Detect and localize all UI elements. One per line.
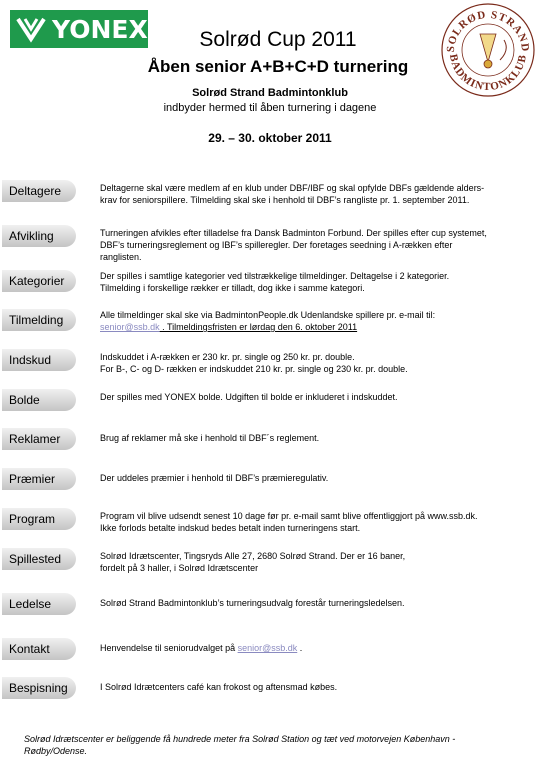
text-line: Turneringen afvikles efter tilladelse fra Dansk Badminton Forbund. Der spilles efter cup systemet, bbox=[100, 228, 487, 238]
page-title: Solrød Cup 2011 bbox=[199, 28, 357, 51]
seal-bottom-text: BADMINTONKLUB bbox=[446, 53, 530, 94]
section-text-ledelse bbox=[100, 597, 532, 609]
text-line: DBF’s turneringsreglement og IBF’s spilleregler. Der foretages seedning i A-rækken efter bbox=[100, 240, 453, 250]
event-dates: 29. – 30. oktober 2011 bbox=[208, 131, 332, 145]
text-line: Brug af reklamer må ske i henhold til DBF´s reglement. bbox=[100, 433, 320, 443]
section-text-kategorier bbox=[100, 270, 532, 294]
text-line: Tilmelding i forskellige rækker er tilladt, dog ikke i samme kategori. bbox=[100, 283, 365, 293]
section-text-bespisning bbox=[100, 681, 532, 693]
page-subtitle: Åben senior A+B+C+D turnering bbox=[147, 57, 409, 76]
text-line: krav for seniorspillere. Tilmelding skal ske i henhold til DBF’s rangliste pr. 1. september 2011. bbox=[100, 195, 470, 205]
footer-line: Rødby/Odense. bbox=[24, 746, 88, 756]
section-label-bespisning: Bespisning bbox=[2, 677, 76, 699]
text-line: Der spilles med YONEX bolde. Udgiften til bolde er inkluderet i indskuddet. bbox=[100, 392, 398, 402]
section-label-kontakt: Kontakt bbox=[2, 638, 76, 660]
text-line bbox=[100, 321, 532, 333]
text-line: Solrød Strand Badmintonklub’s turneringsudvalg forestår turneringsledelsen. bbox=[100, 598, 405, 608]
section-label-deltagere: Deltagere bbox=[2, 180, 76, 202]
section-text-reklamer bbox=[100, 432, 532, 444]
section-label-reklamer: Reklamer bbox=[2, 428, 76, 450]
section-label-ledelse: Ledelse bbox=[2, 593, 76, 615]
section-label-afvikling: Afvikling bbox=[2, 225, 76, 247]
section-text-indskud bbox=[100, 351, 532, 375]
text-line: I Solrød Idrætcenters café kan frokost og aftensmad købes. bbox=[100, 682, 338, 692]
text-line: Ikke forlods betalte indskud bedes betalt inden turneringens start. bbox=[100, 523, 361, 533]
text-line: Der spilles i samtlige kategorier ved tilstrækkelige tilmeldinger. Deltagelse i 2 kategorier. bbox=[100, 271, 450, 281]
text-line: For B-, C- og D- rækken er indskuddet 210 kr. pr. single og 230 kr. pr. double. bbox=[100, 364, 408, 374]
email-link[interactable]: senior@ssb.dk bbox=[237, 643, 298, 653]
email-link[interactable]: senior@ssb.dk bbox=[100, 322, 160, 332]
section-text-deltagere bbox=[100, 182, 532, 206]
text-line: Deltagerne skal være medlem af en klub under DBF/IBF og skal opfylde DBFs gældende alders- bbox=[100, 183, 485, 193]
section-label-program: Program bbox=[2, 508, 76, 530]
text-line bbox=[100, 642, 532, 654]
footer-line: Solrød Idrætscenter er beliggende få hundrede meter fra Solrød Station og tæt ved motorvejen København - bbox=[24, 734, 456, 744]
text-line: Alle tilmeldinger skal ske via BadmintonPeople.dk Udenlandske spillere pr. e-mail til: bbox=[100, 310, 436, 320]
text-line: ranglisten. bbox=[100, 252, 142, 262]
section-text-bolde bbox=[100, 391, 532, 403]
text-line: Program vil blive udsendt senest 10 dage før pr. e-mail samt blive offentliggjort på www.ssb.dk. bbox=[100, 511, 478, 521]
section-label-spillested: Spillested bbox=[2, 548, 76, 570]
contact-text: Henvendelse til seniorudvalget på bbox=[100, 643, 238, 653]
section-text-afvikling bbox=[100, 227, 532, 263]
section-label-kategorier: Kategorier bbox=[2, 270, 76, 292]
invite-text: indbyder hermed til åben turnering i dagene bbox=[163, 102, 377, 114]
deadline-text: . Tilmeldingsfristen er lørdag den 6. oktober 2011 bbox=[159, 322, 358, 332]
section-label-bolde: Bolde bbox=[2, 389, 76, 411]
club-name: Solrød Strand Badmintonklub bbox=[192, 87, 348, 99]
footer-note bbox=[24, 733, 524, 757]
section-text-praemier bbox=[100, 472, 532, 484]
text-line: Der uddeles præmier i henhold til DBF’s præmieregulativ. bbox=[100, 473, 329, 483]
section-label-indskud: Indskud bbox=[2, 349, 76, 371]
text-line: Solrød Idrætscenter, Tingsryds Alle 27, 2680 Solrød Strand. Der er 16 baner, bbox=[100, 551, 406, 561]
section-label-tilmelding: Tilmelding bbox=[2, 309, 76, 331]
text-line: Indskuddet i A-rækken er 230 kr. pr. single og 250 kr. pr. double. bbox=[100, 352, 355, 362]
section-label-praemier: Præmier bbox=[2, 468, 76, 490]
seal-top-text: SOLRØD STRAND bbox=[444, 8, 532, 53]
section-text-program bbox=[100, 510, 532, 534]
yonex-wordmark: YONEX bbox=[52, 14, 148, 44]
section-text-spillested bbox=[100, 550, 532, 574]
contact-text-end: . bbox=[297, 643, 303, 653]
section-text-kontakt bbox=[100, 642, 532, 654]
section-text-tilmelding bbox=[100, 309, 532, 333]
text-line: fordelt på 3 haller, i Solrød Idrætscenter bbox=[100, 563, 259, 573]
